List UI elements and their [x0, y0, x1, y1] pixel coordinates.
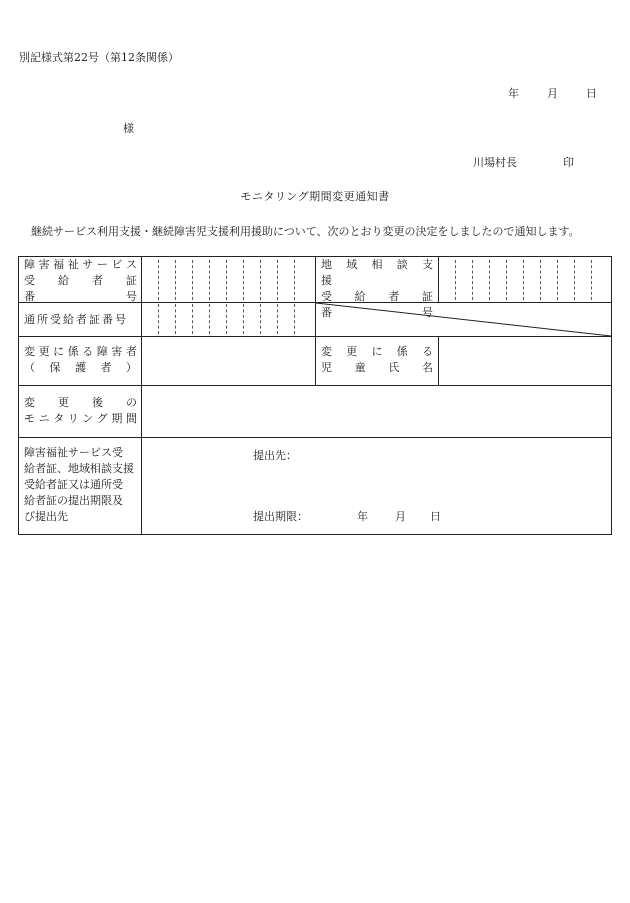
- submit-to-label: 提出先：: [253, 449, 297, 462]
- addressee-suffix: 様: [123, 122, 134, 135]
- digit-box-divider: [472, 260, 473, 300]
- disabled-person-label: 変更に係る障害者 （ 保 護 者 ）: [24, 345, 137, 374]
- digit-box-divider: [175, 304, 176, 334]
- submission-deadline-label: 障害福祉サービス受 給者証、地域相談支援 受給者証又は通所受 給者証の提出期限及 び提出先: [24, 446, 134, 523]
- notice-form-table: [18, 256, 612, 535]
- digit-box-divider: [540, 260, 541, 300]
- monitoring-period-label: 変 更 後 の モニタリング期間: [24, 396, 137, 425]
- digit-box-divider: [294, 260, 295, 300]
- date-month-label: 月: [547, 87, 558, 100]
- day-care-cert-label: 通所受給者証番号: [24, 313, 128, 326]
- digit-box-divider: [243, 260, 244, 300]
- digit-box-divider: [226, 304, 227, 334]
- seal-mark: 印: [563, 156, 574, 169]
- intro-text: 継続サービス利用支援・継続障害児支援利用援助について、次のとおり変更の決定をしましたので通知します。: [31, 225, 580, 238]
- document-title: モニタリング期間変更通知書: [240, 190, 390, 203]
- form-reference: 別記様式第22号（第12条関係）: [19, 51, 179, 64]
- digit-box-divider: [523, 260, 524, 300]
- issue-date: [508, 85, 597, 101]
- digit-box-divider: [294, 304, 295, 334]
- digit-box-divider: [158, 260, 159, 300]
- deadline-label: 提出期限：: [253, 510, 308, 523]
- digit-box-divider: [158, 304, 159, 334]
- digit-box-divider: [489, 260, 490, 300]
- digit-box-divider: [277, 304, 278, 334]
- digit-box-divider: [260, 304, 261, 334]
- digit-box-divider: [192, 304, 193, 334]
- disability-service-cert-label: 障害福祉サービス 受 給 者 証 番 号: [24, 258, 137, 303]
- row-divider: [19, 437, 611, 438]
- digit-box-divider: [455, 260, 456, 300]
- digit-box-divider: [226, 260, 227, 300]
- issuer-name: 川場村長: [473, 156, 517, 169]
- digit-box-divider: [209, 260, 210, 300]
- digit-box-divider: [209, 304, 210, 334]
- digit-box-divider: [277, 260, 278, 300]
- child-name-label: 変 更 に 係 る 児 童 氏 名: [321, 345, 433, 374]
- column-divider: [438, 336, 439, 385]
- digit-box-divider: [175, 260, 176, 300]
- deadline-month-label: 月: [395, 510, 406, 523]
- deadline-day-label: 日: [430, 510, 441, 523]
- date-day-label: 日: [586, 87, 597, 100]
- digit-box-divider: [574, 260, 575, 300]
- community-support-cert-label: 地 域 相 談 支 援 受 給 者 証 番 号: [321, 258, 444, 319]
- row-divider: [19, 385, 611, 386]
- digit-box-divider: [557, 260, 558, 300]
- digit-box-divider: [591, 260, 592, 300]
- digit-box-divider: [506, 260, 507, 300]
- deadline-year-label: 年: [357, 510, 368, 523]
- digit-box-divider: [260, 260, 261, 300]
- digit-box-divider: [243, 304, 244, 334]
- digit-box-divider: [192, 260, 193, 300]
- date-year-label: 年: [508, 87, 519, 100]
- issuer-line: [473, 154, 574, 170]
